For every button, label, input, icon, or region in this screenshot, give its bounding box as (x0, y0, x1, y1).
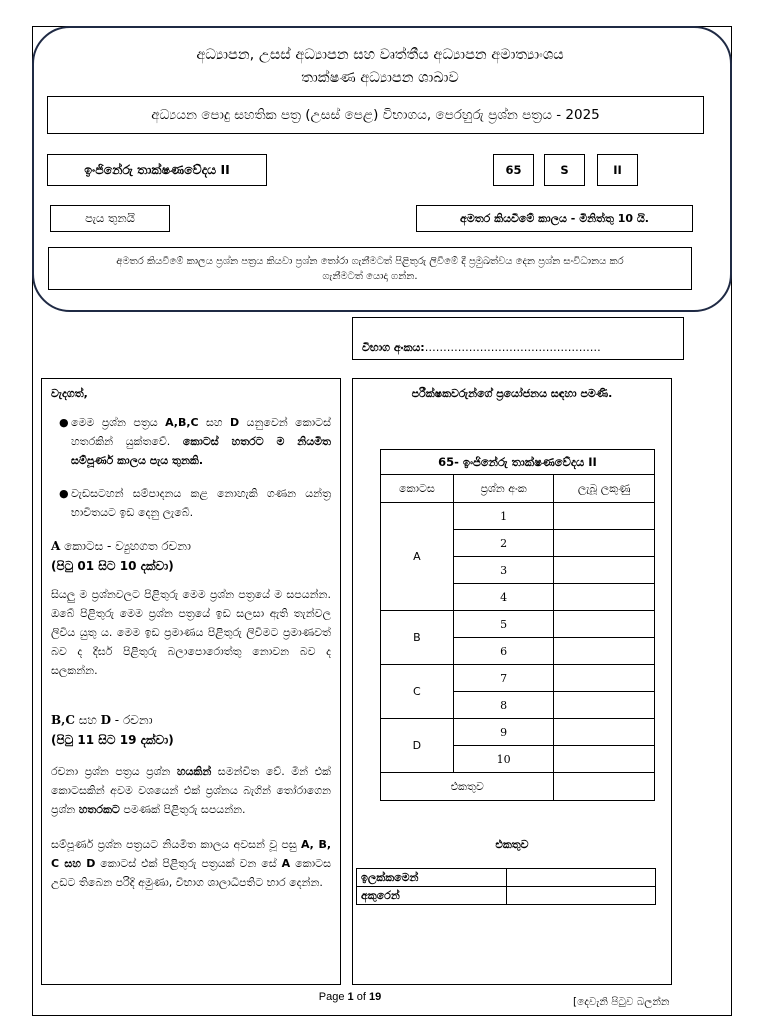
part-cell: B (381, 611, 454, 665)
marks-cell[interactable] (554, 557, 655, 584)
marks-cell[interactable] (554, 746, 655, 773)
ministry-line-1: අධ්‍යාපන, උසස් අධ්‍යාපන සහ වෘත්තීය අධ්‍යාපන අමාත්‍යාංශය (196, 47, 564, 63)
part-bcd-text: රචනා ප්‍රශ්න පත්‍රය ප්‍රශ්න හයකින් සමන්විත වේ. මින් එක් කොටසකින් අවම වශයෙන් එක් ප්‍රශ්නය බැගින් තෝරාගෙන ප්‍රශ්න හතරකට පමණක් පිළිතුරු සපයන්න. (51, 765, 331, 816)
stream-code: S (560, 163, 569, 177)
marks-cell[interactable] (554, 719, 655, 746)
index-number-box (352, 317, 684, 360)
part-a-heading: A කොටස - ව්‍යුහගත රචනා (පිටු 01 සිට 10 දක්වා) (51, 539, 191, 573)
reading-time-box (416, 205, 693, 232)
question-number: 5 (453, 611, 554, 638)
page-number: Page 1 of 19 (318, 991, 382, 1003)
question-number: 1 (453, 503, 554, 530)
instructions-box (41, 378, 341, 985)
subject-box (47, 154, 267, 186)
total-heading: එකතුව (495, 838, 529, 851)
question-number: 7 (453, 665, 554, 692)
index-label: විභාග අංකය: (362, 341, 425, 354)
marks-cell[interactable] (554, 638, 655, 665)
paper-box (597, 154, 638, 186)
reading-time: අමතර කියවීමේ කාලය - මිනිත්තු 10 යි. (460, 211, 649, 225)
duration-box (50, 205, 170, 232)
column-header-part: කොටස (381, 475, 454, 503)
question-number: 8 (453, 692, 554, 719)
marks-cell[interactable] (554, 503, 655, 530)
turn-over-note: [දෙවැනි පිටුව බලන්න (573, 996, 670, 1008)
marks-table (380, 449, 655, 801)
marks-cell[interactable] (554, 584, 655, 611)
question-number: 6 (453, 638, 554, 665)
column-header-marks: ලැබූ ලකුණු (554, 475, 655, 503)
subject-code: 65 (505, 163, 522, 177)
reading-note: අමතර කියවීමේ කාලය ප්‍රශ්න පත්‍රය කියවා ප්‍රශ්න තෝරා ගැනීමටත් පිළිතුරු ලිවීමේ දී ප්‍රමුඛත්වය දෙන ප්‍රශ්න සංවිධානය කර ගැනීමටත් යොදා ගන්න. (116, 255, 624, 282)
part-bcd-heading: B,C සහ D - රචනා (පිටු 11 සිට 19 දක්වා) (51, 713, 174, 747)
marks-cell[interactable] (554, 692, 655, 719)
total-label: එකතුව (381, 773, 554, 801)
marks-cell[interactable] (554, 530, 655, 557)
marks-table-title: 65- ඉංජිනේරු තාක්ෂණවේදය II (381, 450, 655, 475)
duration: පැය තුනයි (85, 211, 135, 225)
part-a-text: සියලු ම ප්‍රශ්නවලට පිළිතුරු මෙම ප්‍රශ්න පත්‍රයේ ම සපයන්න. ඔබේ පිළිතුරු මෙම ප්‍රශ්න පත්‍රයේ ඉඩ සලසා ඇති තැන්වල ලිවිය යුතු ය. මෙම ඉඩ ප්‍රමාණය පිළිතුරු ලිවීමට ප්‍රමාණවත් බව ද දීර්ඝ පිළිතුරු බලාපොරොත්තු නොවන බව ද සලකන්න. (51, 588, 331, 677)
question-number: 3 (453, 557, 554, 584)
instruction-bullet-2: ● වැඩසටහන් සම්පාදනය කළ නොහැකි ගණන යන්ත්‍ර භාවිතයට ඉඩ දෙනු ලැබේ. (71, 484, 331, 522)
part-cell: A (381, 503, 454, 611)
total-in-words-label: අකුරෙන් (357, 887, 507, 905)
stream-box (544, 154, 585, 186)
instruction-bullet-1: ● මෙම ප්‍රශ්න පත්‍රය A,B,C සහ D යනුවෙන් කොටස් හතරකින් යුක්තවේ. කොටස් හතරට ම නියමිත සම්පූර්ණ කාලය පැය තුනකි. (71, 413, 331, 470)
total-marks-cell[interactable] (554, 773, 655, 801)
total-in-words-cell[interactable] (506, 887, 655, 905)
column-header-question: ප්‍රශ්න අංක (453, 475, 554, 503)
part-cell: D (381, 719, 454, 773)
question-number: 4 (453, 584, 554, 611)
question-number: 2 (453, 530, 554, 557)
ministry-heading (60, 44, 700, 90)
bullet-icon: ● (59, 487, 69, 500)
exam-title: අධ්‍යයන පොදු සහතික පත්‍ර (උසස් පෙළ) විභාගය, පෙරහුරු ප්‍රශ්න පත්‍රය - 2025 (151, 107, 600, 123)
reading-note-box (48, 247, 692, 290)
index-dots: ………………………………………… (424, 341, 601, 354)
exam-title-box (47, 96, 704, 134)
marks-cell[interactable] (554, 611, 655, 638)
ministry-line-2: තාක්ෂණ අධ්‍යාපන ශාඛාව (301, 70, 459, 86)
marks-cell[interactable] (554, 665, 655, 692)
part-cell: C (381, 665, 454, 719)
total-table (356, 868, 656, 905)
question-number: 9 (453, 719, 554, 746)
subject-code-box (493, 154, 534, 186)
examiner-heading: පරීක්ෂකවරුන්ගේ ප්‍රයෝජනය සඳහා පමණි. (411, 387, 613, 400)
submission-text: සම්පූර්ණ ප්‍රශ්න පත්‍රයට නියමිත කාලය අවසන් වූ පසු A, B, C සහ D කොටස් එක් පිළිතුරු පත්‍රයක් වන සේ A කොටස උඩට තිබෙන පරිදි අමුණා, විභාග ශාලාධිපතිට භාර දෙන්න. (51, 838, 332, 889)
subject-name: ඉංජිනේරු තාක්ෂණවේදය II (84, 162, 230, 177)
paper-number: II (613, 163, 622, 177)
total-in-numbers-label: ඉලක්කමෙන් (357, 869, 507, 887)
question-number: 10 (453, 746, 554, 773)
total-in-numbers-cell[interactable] (506, 869, 655, 887)
bullet-icon: ● (59, 416, 69, 429)
instructions-heading: වැදගත්, (51, 387, 88, 400)
